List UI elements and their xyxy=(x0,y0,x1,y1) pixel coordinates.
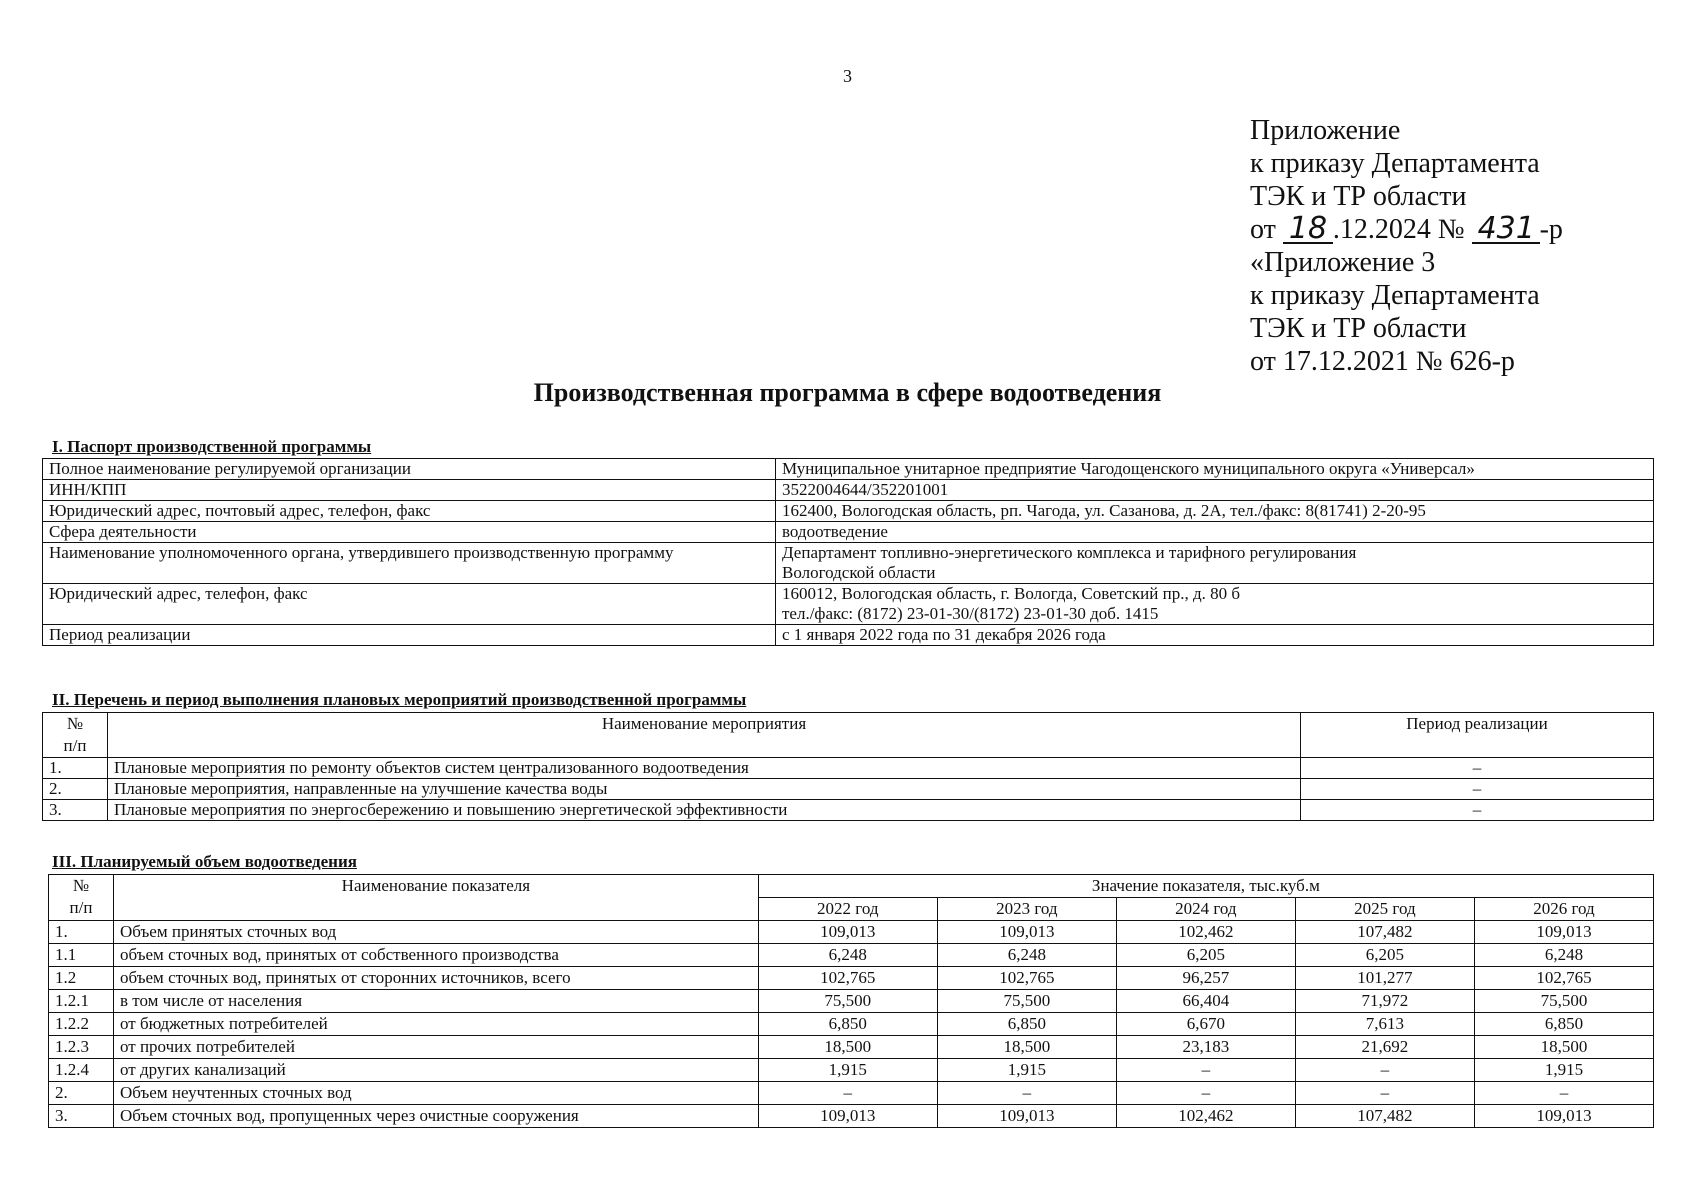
appendix-line: ТЭК и ТР области xyxy=(1250,313,1467,344)
handwritten-order-number: 431 xyxy=(1472,216,1540,244)
volume-name: от бюджетных потребителей xyxy=(114,1013,759,1036)
volume-value: – xyxy=(937,1082,1116,1105)
order-reference xyxy=(1250,213,1563,246)
volume-value: 6,248 xyxy=(1474,944,1653,967)
volume-value: 75,500 xyxy=(937,990,1116,1013)
passport-value xyxy=(776,522,1654,543)
volume-num: 3. xyxy=(49,1105,114,1128)
volume-name: Объем неучтенных сточных вод xyxy=(114,1082,759,1105)
volume-num: 1.1 xyxy=(49,944,114,967)
volume-name: от прочих потребителей xyxy=(114,1036,759,1059)
volume-value: 107,482 xyxy=(1295,1105,1474,1128)
volume-value: 6,205 xyxy=(1295,944,1474,967)
volume-value: 23,183 xyxy=(1116,1036,1295,1059)
volume-row xyxy=(49,990,1654,1013)
col-num-label-2: п/п xyxy=(63,736,87,755)
year-header: 2024 год xyxy=(1116,898,1295,921)
volume-value: 7,613 xyxy=(1295,1013,1474,1036)
passport-row xyxy=(43,584,1654,625)
passport-row xyxy=(43,522,1654,543)
appendix-line: Приложение xyxy=(1250,115,1401,146)
year-header: 2023 год xyxy=(937,898,1116,921)
passport-row xyxy=(43,459,1654,480)
measure-num: 2. xyxy=(43,779,108,800)
volume-row xyxy=(49,944,1654,967)
volume-value: 75,500 xyxy=(758,990,937,1013)
passport-value-line: водоотведение xyxy=(782,522,888,541)
volume-value: 18,500 xyxy=(937,1036,1116,1059)
col-num-label: № xyxy=(72,876,90,895)
order-date-rest: .12.2024 № xyxy=(1332,214,1465,245)
volume-value: 101,277 xyxy=(1295,967,1474,990)
passport-table xyxy=(42,458,1654,646)
measure-period: – xyxy=(1301,758,1654,779)
passport-label: Наименование уполномоченного органа, утвердившего производственную программу xyxy=(43,543,776,584)
volume-name: Объем принятых сточных вод xyxy=(114,921,759,944)
volume-value: 102,765 xyxy=(937,967,1116,990)
passport-row xyxy=(43,501,1654,522)
volume-value: 21,692 xyxy=(1295,1036,1474,1059)
appendix-line: «Приложение 3 xyxy=(1250,247,1436,278)
volume-value: 18,500 xyxy=(1474,1036,1653,1059)
volume-value: 6,850 xyxy=(1474,1013,1653,1036)
table-header-row xyxy=(43,713,1654,758)
volume-row xyxy=(49,1082,1654,1105)
section3-heading: III. Планируемый объем водоотведения xyxy=(52,852,357,871)
passport-value-line-2: тел./факс: (8172) 23-01-30/(8172) 23-01-30 доб. 1415 xyxy=(782,604,1159,623)
passport-value-line-2: Вологодской области xyxy=(782,563,936,582)
volume-value: – xyxy=(758,1082,937,1105)
measure-num: 1. xyxy=(43,758,108,779)
measure-name: Плановые мероприятия, направленные на улучшение качества воды xyxy=(108,779,1301,800)
page-number: 3 xyxy=(843,66,852,86)
passport-label: Полное наименование регулируемой организации xyxy=(43,459,776,480)
passport-label: Сфера деятельности xyxy=(43,522,776,543)
passport-label: ИНН/КПП xyxy=(43,480,776,501)
year-header: 2026 год xyxy=(1474,898,1653,921)
passport-value xyxy=(776,459,1654,480)
passport-value xyxy=(776,501,1654,522)
passport-value-line: Муниципальное унитарное предприятие Чагодощенского муниципального округа «Универсал» xyxy=(782,459,1475,478)
passport-value xyxy=(776,584,1654,625)
passport-label: Период реализации xyxy=(43,625,776,646)
passport-value xyxy=(776,543,1654,584)
volume-value: – xyxy=(1116,1082,1295,1105)
volume-name: объем сточных вод, принятых от сторонних источников, всего xyxy=(114,967,759,990)
measure-name: Плановые мероприятия по ремонту объектов систем централизованного водоотведения xyxy=(108,758,1301,779)
volume-value: – xyxy=(1474,1082,1653,1105)
volume-value: – xyxy=(1116,1059,1295,1082)
volume-value: – xyxy=(1295,1059,1474,1082)
volume-value: 109,013 xyxy=(937,1105,1116,1128)
volume-value: 1,915 xyxy=(1474,1059,1653,1082)
appendix-line: от 17.12.2021 № 626-р xyxy=(1250,346,1515,377)
year-header: 2025 год xyxy=(1295,898,1474,921)
appendix-line: ТЭК и ТР области xyxy=(1250,181,1467,212)
volume-value: 109,013 xyxy=(1474,921,1653,944)
volume-num: 1.2.3 xyxy=(49,1036,114,1059)
volume-num: 1.2.1 xyxy=(49,990,114,1013)
passport-label: Юридический адрес, телефон, факс xyxy=(43,584,776,625)
volume-name: объем сточных вод, принятых от собственного производства xyxy=(114,944,759,967)
order-suffix: -р xyxy=(1539,214,1563,245)
passport-value-line: 162400, Вологодская область, рп. Чагода, ул. Сазанова, д. 2А, тел./факс: 8(81741) 2-20-95 xyxy=(782,501,1426,520)
volume-value: 66,404 xyxy=(1116,990,1295,1013)
volume-value: 1,915 xyxy=(758,1059,937,1082)
volume-name: в том числе от населения xyxy=(114,990,759,1013)
volume-value: 6,248 xyxy=(937,944,1116,967)
volume-value: 102,765 xyxy=(1474,967,1653,990)
col-period-header: Период реализации xyxy=(1301,713,1654,758)
volume-row xyxy=(49,967,1654,990)
col-num-header xyxy=(43,713,108,758)
passport-value-line: 160012, Вологодская область, г. Вологда, Советский пр., д. 80 б xyxy=(782,584,1241,603)
document-title: Производственная программа в сфере водоотведения xyxy=(533,378,1162,407)
passport-value-line: с 1 января 2022 года по 31 декабря 2026 года xyxy=(782,625,1106,644)
volume-num: 1.2 xyxy=(49,967,114,990)
measure-row xyxy=(43,779,1654,800)
volume-row xyxy=(49,921,1654,944)
volume-value: 109,013 xyxy=(758,921,937,944)
order-prefix: от xyxy=(1250,214,1276,245)
volume-value: 1,915 xyxy=(937,1059,1116,1082)
volume-row xyxy=(49,1105,1654,1128)
passport-value xyxy=(776,480,1654,501)
volume-row xyxy=(49,1036,1654,1059)
table-header-row xyxy=(49,875,1654,898)
volume-value: 107,482 xyxy=(1295,921,1474,944)
passport-value xyxy=(776,625,1654,646)
measure-name: Плановые мероприятия по энергосбережению и повышению энергетической эффективности xyxy=(108,800,1301,821)
volume-num: 1.2.2 xyxy=(49,1013,114,1036)
measure-period: – xyxy=(1301,800,1654,821)
col-num-header xyxy=(49,875,114,921)
volume-num: 1. xyxy=(49,921,114,944)
volume-value: 102,462 xyxy=(1116,1105,1295,1128)
volume-value: 109,013 xyxy=(758,1105,937,1128)
volume-table xyxy=(48,874,1654,1128)
volume-num: 2. xyxy=(49,1082,114,1105)
volume-value: 102,462 xyxy=(1116,921,1295,944)
col-name-header: Наименование показателя xyxy=(114,875,759,921)
passport-row xyxy=(43,625,1654,646)
volume-value: 102,765 xyxy=(758,967,937,990)
measure-num: 3. xyxy=(43,800,108,821)
passport-row xyxy=(43,543,1654,584)
section2-heading: II. Перечень и период выполнения плановых мероприятий производственной программы xyxy=(52,690,747,709)
measure-row xyxy=(43,758,1654,779)
volume-name: Объем сточных вод, пропущенных через очистные сооружения xyxy=(114,1105,759,1128)
col-num-label: № xyxy=(66,714,84,733)
appendix-line: к приказу Департамента xyxy=(1250,148,1540,179)
volume-value: 6,205 xyxy=(1116,944,1295,967)
passport-row xyxy=(43,480,1654,501)
measures-table xyxy=(42,712,1654,821)
volume-value: 6,670 xyxy=(1116,1013,1295,1036)
volume-name: от других канализаций xyxy=(114,1059,759,1082)
volume-value: 6,248 xyxy=(758,944,937,967)
passport-value-line: Департамент топливно-энергетического комплекса и тарифного регулирования xyxy=(782,543,1357,562)
section1-heading: I. Паспорт производственной программы xyxy=(52,437,372,456)
col-name-header: Наименование мероприятия xyxy=(108,713,1301,758)
volume-num: 1.2.4 xyxy=(49,1059,114,1082)
passport-label: Юридический адрес, почтовый адрес, телефон, факс xyxy=(43,501,776,522)
volume-value: 109,013 xyxy=(937,921,1116,944)
volume-value: 96,257 xyxy=(1116,967,1295,990)
appendix-line: к приказу Департамента xyxy=(1250,280,1540,311)
volume-value: 6,850 xyxy=(937,1013,1116,1036)
volume-value: – xyxy=(1295,1082,1474,1105)
passport-value-line: 3522004644/352201001 xyxy=(782,480,949,499)
volume-value: 109,013 xyxy=(1474,1105,1653,1128)
handwritten-day: 18 xyxy=(1283,216,1333,244)
volume-value: 18,500 xyxy=(758,1036,937,1059)
measure-period: – xyxy=(1301,779,1654,800)
col-value-header: Значение показателя, тыс.куб.м xyxy=(758,875,1653,898)
appendix-block xyxy=(1250,114,1563,378)
year-header: 2022 год xyxy=(758,898,937,921)
measure-row xyxy=(43,800,1654,821)
volume-value: 71,972 xyxy=(1295,990,1474,1013)
volume-value: 6,850 xyxy=(758,1013,937,1036)
volume-row xyxy=(49,1059,1654,1082)
volume-value: 75,500 xyxy=(1474,990,1653,1013)
col-num-label-2: п/п xyxy=(69,898,93,917)
volume-row xyxy=(49,1013,1654,1036)
